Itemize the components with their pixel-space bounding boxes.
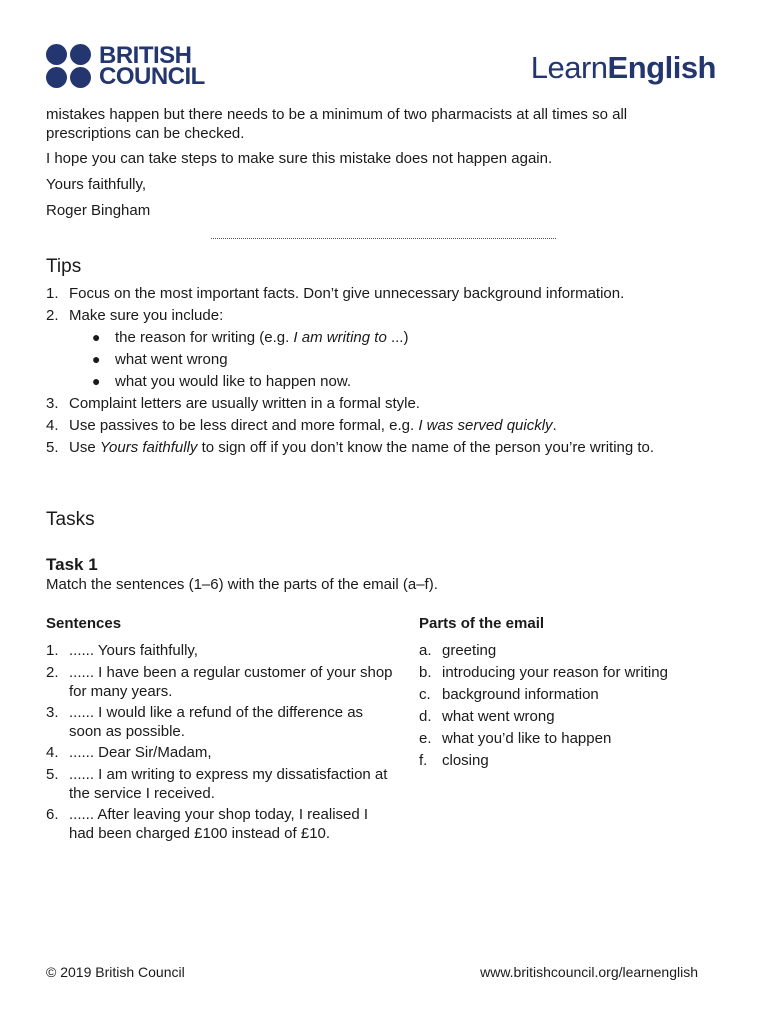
bullet-emphasis: I am writing to xyxy=(293,329,387,346)
sentence-text: ...... I am writing to express my dissatisfaction at the service I received. xyxy=(69,766,388,802)
part-item xyxy=(419,729,611,748)
bullet-icon: ● xyxy=(92,329,101,345)
task-1-instruction: Match the sentences (1–6) with the parts of the email (a–f). xyxy=(46,576,438,593)
tip-item xyxy=(46,416,736,435)
learnenglish-logo xyxy=(531,50,716,86)
sentence-number: 4. xyxy=(46,744,59,761)
footer-url[interactable]: www.britishcouncil.org/learnenglish xyxy=(480,964,698,980)
part-letter: c. xyxy=(419,686,431,703)
tips-heading: Tips xyxy=(46,256,82,277)
tip-number: 4. xyxy=(46,417,59,434)
tip-emphasis: I was served quickly xyxy=(418,417,553,434)
sentence-text: ...... I have been a regular customer of your shop for many years. xyxy=(69,664,393,700)
part-item xyxy=(419,707,555,726)
footer-copyright: © 2019 British Council xyxy=(46,964,185,980)
sentence-text: ...... Dear Sir/Madam, xyxy=(69,744,212,761)
tip-item xyxy=(46,284,736,303)
part-letter: f. xyxy=(419,752,428,769)
sentences-heading: Sentences xyxy=(46,615,122,632)
tip-number: 2. xyxy=(46,307,59,324)
british-council-dots-icon xyxy=(46,44,94,88)
part-item xyxy=(419,663,668,682)
logo-learn: Learn xyxy=(530,50,608,85)
british-council-wordmark xyxy=(99,42,205,90)
tip-text: Use passives to be less direct and more formal, e.g. xyxy=(69,417,419,434)
tip-item xyxy=(46,394,736,413)
sentence-number: 1. xyxy=(46,642,59,659)
sentence-item xyxy=(46,805,396,843)
letter-paragraph: I hope you can take steps to make sure this mistake does not happen again. xyxy=(46,150,553,167)
tip-text: Focus on the most important facts. Don’t give unnecessary background information. xyxy=(69,285,625,302)
parts-heading: Parts of the email xyxy=(419,615,545,632)
letter-line: prescriptions can be checked. xyxy=(46,125,245,142)
logo-line-1: BRITISH xyxy=(99,42,192,69)
letter-paragraph xyxy=(46,105,716,143)
tip-text: Complaint letters are usually written in a formal style. xyxy=(69,395,420,412)
part-item xyxy=(419,641,496,660)
part-text: closing xyxy=(442,752,489,769)
letter-line: mistakes happen but there needs to be a minimum of two pharmacists at all times so all xyxy=(46,106,628,123)
tip-bullet xyxy=(92,328,408,347)
part-item xyxy=(419,685,599,704)
bullet-text: the reason for writing (e.g. xyxy=(115,329,294,346)
sentence-text: ...... After leaving your shop today, I realised I had been charged £100 instead of £10. xyxy=(69,806,369,842)
sentence-text: ...... I would like a refund of the difference as soon as possible. xyxy=(69,704,364,740)
bullet-text: ...) xyxy=(386,329,409,346)
sentence-item xyxy=(46,641,396,660)
tip-number: 3. xyxy=(46,395,59,412)
sentence-number: 2. xyxy=(46,664,59,681)
british-council-logo xyxy=(46,44,205,88)
sentence-number: 6. xyxy=(46,806,59,823)
sentence-item xyxy=(46,765,396,803)
bullet-icon: ● xyxy=(92,373,101,389)
part-letter: e. xyxy=(419,730,432,747)
tip-text: Use xyxy=(69,439,100,456)
tip-text: . xyxy=(552,417,557,434)
logo-line-2: COUNCIL xyxy=(99,63,205,90)
sentence-text: ...... Yours faithfully, xyxy=(69,642,198,659)
part-item xyxy=(419,751,489,770)
tip-item xyxy=(46,438,736,457)
tip-text: to sign off if you don’t know the name of the person you’re writing to. xyxy=(197,439,655,456)
sentence-item xyxy=(46,703,396,741)
bullet-icon: ● xyxy=(92,351,101,367)
bullet-text: what went wrong xyxy=(115,351,228,368)
tip-bullet xyxy=(92,372,351,391)
task-1-heading: Task 1 xyxy=(46,555,98,574)
part-text: background information xyxy=(442,686,599,703)
sentence-item xyxy=(46,743,396,762)
dotted-divider xyxy=(211,238,556,239)
part-text: greeting xyxy=(442,642,497,659)
part-text: introducing your reason for writing xyxy=(442,664,668,681)
tip-number: 1. xyxy=(46,285,59,302)
bullet-text: what you would like to happen now. xyxy=(115,373,351,390)
tip-text: Make sure you include: xyxy=(69,307,224,324)
tip-bullet xyxy=(92,350,228,369)
letter-signature: Roger Bingham xyxy=(46,202,151,219)
part-letter: a. xyxy=(419,642,432,659)
part-letter: b. xyxy=(419,664,432,681)
letter-closing: Yours faithfully, xyxy=(46,176,147,193)
sentence-number: 5. xyxy=(46,766,59,783)
sentence-item xyxy=(46,663,396,701)
tasks-heading: Tasks xyxy=(46,509,95,530)
tip-item xyxy=(46,306,736,325)
part-text: what you’d like to happen xyxy=(442,730,612,747)
sentence-number: 3. xyxy=(46,704,59,721)
part-letter: d. xyxy=(419,708,432,725)
part-text: what went wrong xyxy=(442,708,555,725)
tip-number: 5. xyxy=(46,439,59,456)
logo-english: English xyxy=(607,50,716,85)
tip-emphasis: Yours faithfully xyxy=(99,439,198,456)
